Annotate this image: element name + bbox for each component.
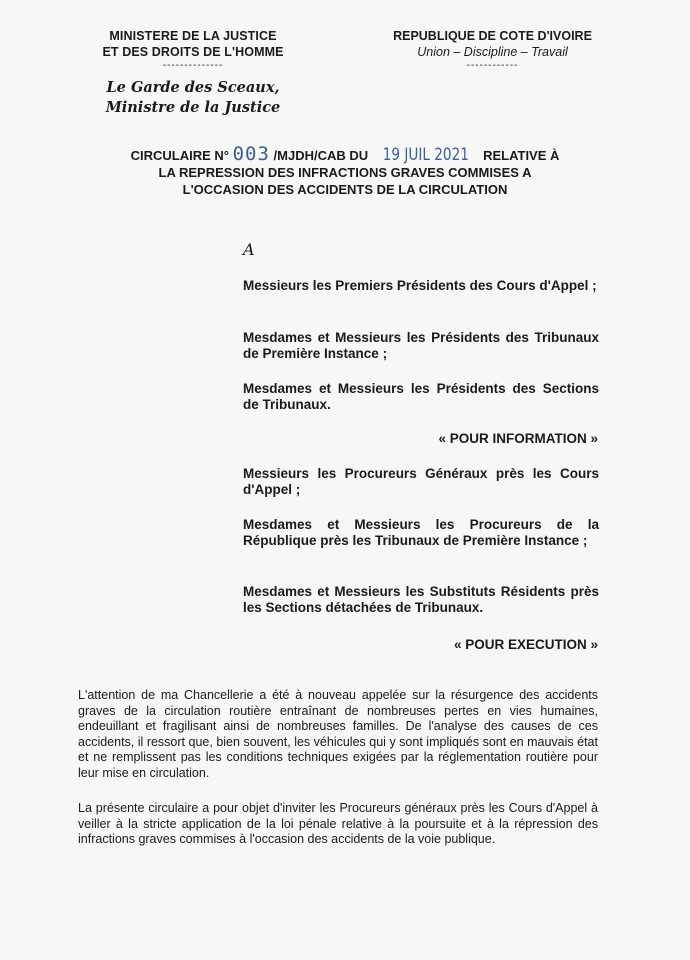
- republic-motto: Union – Discipline – Travail: [417, 45, 568, 59]
- ministry-name-line1: MINISTERE DE LA JUSTICE: [109, 29, 277, 43]
- circular-number-stamp: 003: [232, 143, 270, 165]
- ministry-separator: --------------: [162, 60, 224, 71]
- addressee-resident-substitutes: Mesdames et Messieurs les Substituts Résidents près les Sections détachées de Tribunaux.: [243, 584, 599, 615]
- republic-name: REPUBLIQUE DE COTE D'IVOIRE: [393, 29, 592, 43]
- circular-reference-line: [60, 143, 630, 165]
- addressee-tribunal-presidents: Mesdames et Messieurs les Présidents des Tribunaux de Première Instance ;: [243, 330, 599, 361]
- ministry-header: [78, 28, 308, 118]
- addressee-prosecutors-general: Messieurs les Procureurs Généraux près les Cours d'Appel ;: [243, 466, 599, 497]
- republic-separator: ------------: [466, 60, 519, 71]
- circular-date-stamp: 19 JUIL 2021: [382, 145, 469, 165]
- addressee-marker: A: [243, 240, 255, 259]
- circular-ref: /MJDH/CAB DU: [273, 148, 369, 163]
- body-paragraph-2: La présente circulaire a pour objet d'inviter les Procureurs généraux près les Cours d'Appel à veiller à la stricte application de la loi pénale relative à la poursuite et à la répression des infractions graves commises à l'occasion des accidents de la voie publique.: [78, 801, 598, 846]
- republic-header: [370, 28, 615, 72]
- circular-title-line2: LA REPRESSION DES INFRACTIONS GRAVES COMMISES A: [158, 165, 532, 180]
- minister-title-line2: Ministre de la Justice: [105, 99, 281, 116]
- addressee-public-prosecutors: Mesdames et Messieurs les Procureurs de la République près les Tribunaux de Première Instance ;: [243, 517, 599, 548]
- body-paragraph-1: L'attention de ma Chancellerie a été à nouveau appelée sur la résurgence des accidents graves de la circulation routière entraînant de nombreuses pertes en vies humaines, endeuillant et fragilisant ainsi de nombreuses familles. De l'analyse des causes de ces accidents, il ressort que, bien souvent, les véhicules qui y sont impliqués sont en mauvais état et ne remplissent pas les conditions techniques exigées par la réglementation routière pour leur mise en circulation.: [78, 688, 598, 780]
- for-execution-label: « POUR EXECUTION »: [453, 637, 598, 652]
- for-information-label: « POUR INFORMATION »: [438, 431, 598, 446]
- addressee-first-presidents: Messieurs les Premiers Présidents des Cours d'Appel ;: [243, 278, 597, 293]
- minister-title-line1: Le Garde des Sceaux,: [106, 79, 280, 96]
- circular-relative: RELATIVE À: [483, 148, 560, 163]
- ministry-name-line2: ET DES DROITS DE L'HOMME: [102, 45, 284, 59]
- circular-title: [60, 143, 630, 198]
- circular-title-line3: L'OCCASION DES ACCIDENTS DE LA CIRCULATION: [182, 182, 508, 197]
- addressee-section-presidents: Mesdames et Messieurs les Présidents des Sections de Tribunaux.: [243, 381, 599, 412]
- circular-prefix: CIRCULAIRE N°: [130, 148, 229, 163]
